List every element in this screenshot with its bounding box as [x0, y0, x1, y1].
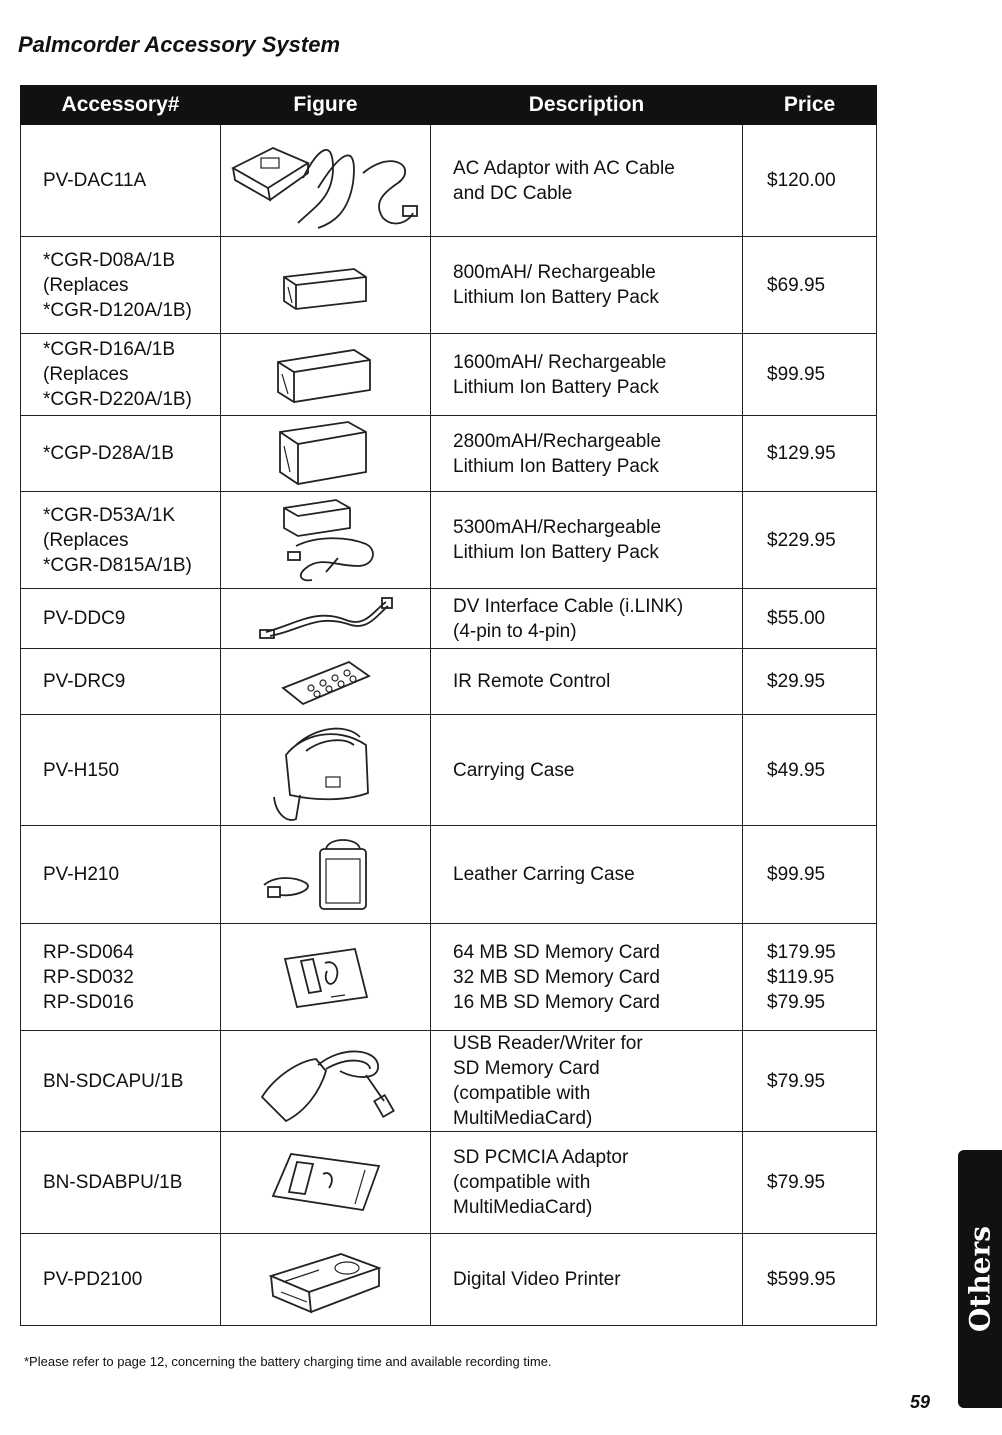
price: [743, 589, 877, 649]
description: [431, 649, 743, 715]
accessory-number-line: (Replaces: [43, 274, 129, 296]
price: [743, 1031, 877, 1132]
description: [431, 237, 743, 334]
accessory-number-line: (Replaces: [43, 529, 129, 551]
leather-case-icon: [221, 835, 430, 915]
description-line: IR Remote Control: [453, 671, 611, 692]
description-line: Lithium Ion Battery Pack: [453, 376, 659, 398]
accessory-number-line: *CGP-D28A/1B: [43, 443, 174, 464]
price-line: $99.95: [767, 864, 826, 885]
side-tab-label: Others: [963, 1225, 997, 1333]
table-row: [21, 492, 877, 589]
remote-control-icon: [221, 654, 430, 709]
price-line: $119.95: [767, 966, 835, 988]
description-line: Lithium Ion Battery Pack: [453, 455, 659, 477]
figure-cell: [221, 649, 431, 715]
price-line: $599.95: [767, 1269, 836, 1290]
accessory-number-line: *CGR-D16A/1B: [43, 339, 175, 360]
accessory-number: [21, 715, 221, 826]
description-line: Lithium Ion Battery Pack: [453, 287, 659, 308]
description-line: Carrying Case: [453, 759, 575, 781]
figure-cell: [221, 1031, 431, 1132]
price-line: $49.95: [767, 759, 826, 781]
accessory-number-line: *CGR-D53A/1K: [43, 504, 175, 526]
accessory-number-line: RP-SD016: [43, 991, 134, 1013]
figure-cell: [221, 416, 431, 492]
price-line: $55.00: [767, 608, 826, 629]
accessory-number-line: PV-DAC11A: [43, 170, 147, 191]
figure-cell: [221, 715, 431, 826]
description-line: MultiMediaCard): [453, 1108, 593, 1129]
description-line: 1600mAH/ Rechargeable: [453, 351, 667, 373]
table-row: [21, 237, 877, 334]
accessory-number: [21, 924, 221, 1031]
price: [743, 649, 877, 715]
table-row: [21, 924, 877, 1031]
accessory-number-line: (Replaces: [43, 364, 129, 385]
description-line: (compatible with: [453, 1172, 591, 1193]
price: [743, 715, 877, 826]
description: [431, 715, 743, 826]
accessory-number: [21, 1031, 221, 1132]
figure-cell: [221, 492, 431, 589]
description-line: 5300mAH/Rechargeable: [453, 517, 662, 538]
figure-cell: [221, 826, 431, 924]
footnote: *Please refer to page 12, concerning the battery charging time and available recording time.: [24, 1354, 552, 1369]
description: [431, 1031, 743, 1132]
table-row: [21, 1132, 877, 1234]
description: [431, 125, 743, 237]
accessory-number: [21, 125, 221, 237]
price: [743, 334, 877, 416]
price-line: $79.95: [767, 1172, 826, 1193]
accessory-number-line: BN-SDABPU/1B: [43, 1172, 183, 1193]
figure-cell: [221, 334, 431, 416]
figure-cell: [221, 924, 431, 1031]
price-line: $120.00: [767, 170, 836, 191]
table-row: [21, 589, 877, 649]
description-line: Digital Video Printer: [453, 1269, 621, 1290]
side-tab: [958, 1150, 1002, 1408]
table-row: [21, 1031, 877, 1132]
price: [743, 125, 877, 237]
page-number: 59: [910, 1392, 931, 1412]
accessory-number-line: PV-PD2100: [43, 1269, 143, 1290]
description-line: SD PCMCIA Adaptor: [453, 1147, 629, 1168]
battery-kit-icon: [221, 496, 430, 584]
description-line: (4-pin to 4-pin): [453, 620, 577, 642]
price-line: $79.95: [767, 1070, 826, 1092]
description: [431, 924, 743, 1031]
figure-cell: [221, 125, 431, 237]
price: [743, 826, 877, 924]
table-row: [21, 1234, 877, 1326]
description: [431, 589, 743, 649]
carrying-case-icon: [221, 715, 430, 825]
description-line: MultiMediaCard): [453, 1197, 593, 1218]
table-row: [21, 416, 877, 492]
price: [743, 1234, 877, 1326]
description: [431, 1132, 743, 1234]
table-row: [21, 334, 877, 416]
price-line: $179.95: [767, 941, 836, 963]
accessory-number: [21, 649, 221, 715]
table-body: [21, 125, 877, 1326]
header-price: Price: [743, 86, 877, 125]
accessory-table: [20, 85, 877, 1326]
description-line: 800mAH/ Rechargeable: [453, 262, 656, 283]
description-line: 2800mAH/Rechargeable: [453, 430, 662, 452]
table-header-row: [21, 86, 877, 125]
accessory-number: [21, 237, 221, 334]
battery-small-icon: [221, 255, 430, 315]
accessory-number-line: *CGR-D220A/1B): [43, 389, 192, 410]
accessory-table-wrap: [20, 85, 876, 1326]
accessory-number: [21, 826, 221, 924]
accessory-number: [21, 416, 221, 492]
page-title: Palmcorder Accessory System: [18, 32, 341, 57]
description-line: SD Memory Card: [453, 1058, 600, 1079]
description-line: 64 MB SD Memory Card: [453, 941, 660, 963]
price-line: $129.95: [767, 443, 836, 464]
price: [743, 924, 877, 1031]
video-printer-icon: [221, 1242, 430, 1317]
description-line: AC Adaptor with AC Cable: [453, 157, 675, 179]
figure-cell: [221, 1132, 431, 1234]
description: [431, 416, 743, 492]
price-line: $79.95: [767, 991, 826, 1013]
table-row: [21, 826, 877, 924]
description-line: and DC Cable: [453, 182, 573, 204]
price-line: $29.95: [767, 671, 826, 692]
table-row: [21, 649, 877, 715]
accessory-number: [21, 1234, 221, 1326]
accessory-number: [21, 1132, 221, 1234]
battery-large-icon: [221, 416, 430, 491]
accessory-number-line: RP-SD032: [43, 966, 134, 988]
table-row: [21, 715, 877, 826]
accessory-number-line: *CGR-D120A/1B): [43, 299, 192, 321]
accessory-number-line: RP-SD064: [43, 941, 134, 963]
accessory-number-line: PV-DDC9: [43, 608, 126, 629]
accessory-number-line: *CGR-D08A/1B: [43, 249, 175, 271]
accessory-number-line: PV-H210: [43, 864, 120, 885]
description-line: 32 MB SD Memory Card: [453, 966, 660, 988]
battery-medium-icon: [221, 340, 430, 410]
accessory-number-line: PV-DRC9: [43, 671, 126, 692]
accessory-number: [21, 334, 221, 416]
figure-cell: [221, 1234, 431, 1326]
description-line: Lithium Ion Battery Pack: [453, 542, 659, 563]
dv-cable-icon: [221, 594, 430, 644]
ac-adaptor-icon: [221, 128, 430, 233]
description-line: DV Interface Cable (i.LINK): [453, 595, 684, 617]
accessory-number-line: *CGR-D815A/1B): [43, 554, 192, 576]
accessory-number-line: PV-H150: [43, 759, 120, 781]
description-line: USB Reader/Writer for: [453, 1033, 643, 1054]
header-figure: Figure: [221, 86, 431, 125]
description: [431, 826, 743, 924]
accessory-number: [21, 589, 221, 649]
figure-cell: [221, 589, 431, 649]
price: [743, 492, 877, 589]
price: [743, 1132, 877, 1234]
accessory-number: [21, 492, 221, 589]
description: [431, 492, 743, 589]
price-line: $99.95: [767, 364, 826, 385]
description-line: (compatible with: [453, 1083, 591, 1104]
table-row: [21, 125, 877, 237]
price: [743, 237, 877, 334]
header-accessory: Accessory#: [21, 86, 221, 125]
accessory-number-line: BN-SDCAPU/1B: [43, 1070, 184, 1092]
description: [431, 334, 743, 416]
figure-cell: [221, 237, 431, 334]
header-description: Description: [431, 86, 743, 125]
pcmcia-adaptor-icon: [221, 1148, 430, 1218]
sd-card-icon: [221, 941, 430, 1013]
usb-reader-icon: [221, 1035, 430, 1127]
description-line: 16 MB SD Memory Card: [453, 991, 660, 1013]
price-line: $69.95: [767, 274, 826, 296]
price-line: $229.95: [767, 529, 836, 551]
description: [431, 1234, 743, 1326]
price: [743, 416, 877, 492]
description-line: Leather Carring Case: [453, 864, 635, 885]
